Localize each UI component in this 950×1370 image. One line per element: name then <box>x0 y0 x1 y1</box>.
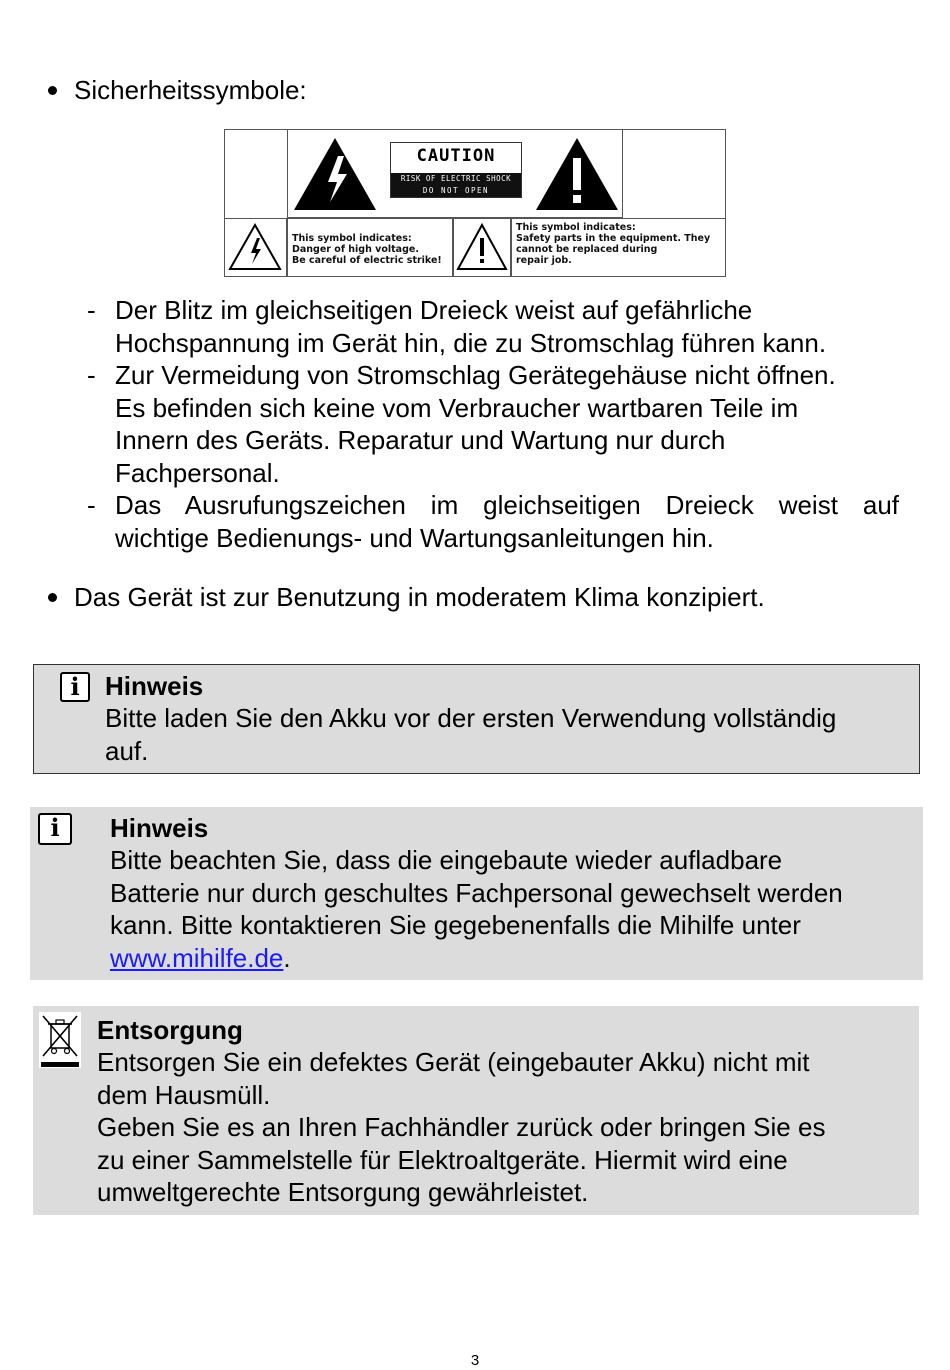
note-link-line <box>110 942 291 975</box>
climate-note: Das Gerät ist zur Benutzung in moderatem Klima konzipiert. <box>74 582 765 612</box>
disposal-box <box>33 1006 919 1215</box>
disposal-line: dem Hausmüll. <box>97 1080 271 1110</box>
left-caption-line-2: Danger of high voltage. <box>292 244 419 255</box>
exclamation-symbol-cell <box>453 218 511 276</box>
list-item-line: Fachpersonal. <box>115 457 280 488</box>
mihilfe-link[interactable]: www.mihilfe.de <box>110 943 284 973</box>
list-item-line: Innern des Geräts. Reparatur und Wartung nur durch <box>115 425 726 455</box>
list-item-line: Hochspannung im Gerät hin, die zu Stromschlag führen kann. <box>115 327 827 358</box>
note-title: Hinweis <box>110 813 209 843</box>
list-item <box>87 294 907 360</box>
lightning-symbol-cell <box>225 218 287 276</box>
note-line: auf. <box>105 736 149 766</box>
do-not-open: DO NOT OPEN <box>422 186 490 195</box>
info-icon: i <box>38 813 72 845</box>
exclamation-outline-icon <box>455 222 509 272</box>
lightning-triangle-icon <box>290 134 380 214</box>
right-caption-line-1: This symbol indicates: <box>516 222 636 233</box>
note-box-charging <box>33 664 920 774</box>
right-caption-line-2: Safety parts in the equipment. They <box>516 233 711 244</box>
info-icon: i <box>60 672 90 702</box>
disposal-title: Entsorgung <box>97 1015 243 1045</box>
caution-top-panel <box>287 130 623 218</box>
right-caption-line-3: cannot be replaced during <box>516 244 658 255</box>
exclamation-caption-cell <box>511 218 725 276</box>
list-item <box>87 359 907 490</box>
list-item <box>87 489 907 555</box>
right-caption-line-4: repair job. <box>516 255 572 266</box>
bullet-marker <box>48 593 57 602</box>
dash-marker: - <box>87 295 96 325</box>
note-line: Batterie nur durch geschultes Fachpersonal gewechselt werden <box>110 878 843 908</box>
risk-of-electric-shock: RISK OF ELECTRIC SHOCK <box>400 174 512 183</box>
caution-title: CAUTION <box>416 146 496 166</box>
list-item-line: Es befinden sich keine vom Verbraucher wartbaren Teile im <box>115 392 799 423</box>
disposal-line: Geben Sie es an Ihren Fachhändler zurück oder bringen Sie es <box>97 1112 826 1142</box>
dash-marker: - <box>87 360 96 390</box>
exclamation-triangle-icon <box>532 134 622 214</box>
dash-marker: - <box>87 490 96 520</box>
crossed-out-bin-icon <box>39 1012 81 1068</box>
page-number: 3 <box>470 1352 480 1369</box>
list-item-line: Der Blitz im gleichseitigen Dreieck weist auf gefährliche <box>115 295 753 325</box>
caution-figure <box>224 129 726 277</box>
list-item-line: wichtige Bedienungs- und Wartungsanleitungen hin. <box>115 522 714 553</box>
safety-symbols-heading: Sicherheitssymbole: <box>74 75 307 105</box>
note-line: Bitte beachten Sie, dass die eingebaute wieder aufladbare <box>110 845 783 875</box>
note-title: Hinweis <box>105 671 204 701</box>
link-suffix: . <box>283 943 291 973</box>
disposal-line: Entsorgen Sie ein defektes Gerät (eingebauter Akku) nicht mit <box>97 1047 810 1077</box>
bullet-marker <box>48 86 57 95</box>
disposal-line: zu einer Sammelstelle für Elektroaltgeräte. Hiermit wird eine <box>97 1145 788 1175</box>
note-line: kann. Bitte kontaktieren Sie gegebenenfalls die Mihilfe unter <box>110 910 801 940</box>
note-line: Bitte laden Sie den Akku vor der ersten Verwendung vollständig <box>105 703 837 733</box>
left-caption-line-3: Be careful of electric strike! <box>292 255 442 266</box>
left-caption-line-1: This symbol indicates: <box>292 233 412 244</box>
disposal-line: umweltgerechte Entsorgung gewährleistet. <box>97 1177 589 1207</box>
caution-label-block <box>390 142 522 198</box>
list-item-line: Das Ausrufungszeichen im gleichseitigen Dreieck weist auf <box>115 490 899 520</box>
lightning-caption-cell <box>287 218 453 276</box>
lightning-outline-icon <box>227 222 283 272</box>
note-box-battery <box>30 807 923 980</box>
list-item-line: Zur Vermeidung von Stromschlag Gerätegehäuse nicht öffnen. <box>115 360 836 390</box>
